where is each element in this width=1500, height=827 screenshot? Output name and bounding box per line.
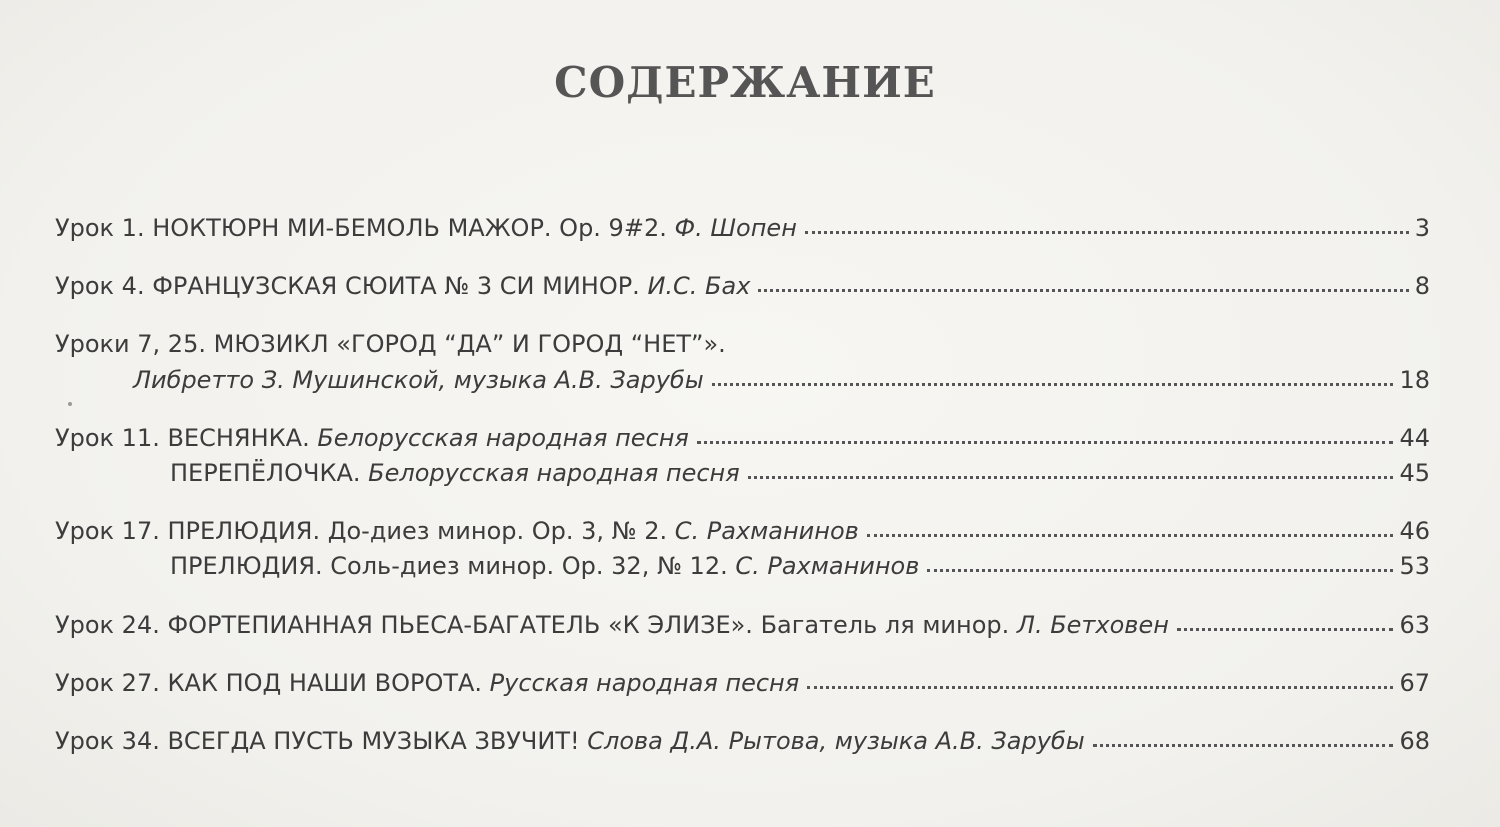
toc-entry-text [170, 459, 740, 487]
toc-entry-title: Урок 11. ВЕСНЯНКА. [55, 424, 318, 452]
toc-entry-text [55, 272, 750, 300]
toc-entry-text [55, 727, 1085, 755]
toc-entry-author: Белорусская народная песня [317, 424, 689, 452]
toc-entry-lesson-34 [55, 727, 1430, 755]
toc-entry-text [55, 424, 689, 452]
toc-entry-author: Белорусская народная песня [368, 459, 740, 487]
toc-entry-lesson-4 [55, 272, 1430, 300]
toc-entry-lessons-7-25 [55, 330, 1430, 358]
toc-entry-author: Ф. Шопен [674, 214, 797, 242]
toc-entry-author: Либретто З. Мушинской, музыка А.В. Зарубы [133, 366, 704, 394]
toc-entry-author: Слова Д.А. Рытова, музыка А.В. Зарубы [587, 727, 1085, 755]
toc-entry-title: Урок 34. ВСЕГДА ПУСТЬ МУЗЫКА ЗВУЧИТ! [55, 727, 588, 755]
toc-entry-page: 67 [1399, 669, 1430, 697]
toc-entry-title: Урок 1. НОКТЮРН МИ-БЕМОЛЬ МАЖОР. Ор. 9#2. [55, 214, 675, 242]
toc-entry-text [55, 611, 1169, 639]
dot-leader [758, 288, 1408, 292]
toc-entry-lessons-7-25-cont [133, 366, 1430, 394]
dot-leader [1093, 743, 1394, 747]
toc-entry-page: 18 [1399, 366, 1430, 394]
dot-leader [712, 382, 1394, 386]
toc-entry-text [55, 669, 799, 697]
toc-entry-page: 63 [1399, 611, 1430, 639]
toc-entry-author: С. Рахманинов [735, 552, 920, 580]
toc-entry-lesson-17 [55, 517, 1430, 545]
dot-leader [807, 685, 1393, 689]
dot-leader [697, 440, 1394, 444]
dot-leader [748, 475, 1394, 479]
dot-leader [927, 568, 1393, 572]
toc-entry-page: 45 [1399, 459, 1430, 487]
toc-entry-lesson-24 [55, 611, 1430, 639]
toc-entry-text [55, 517, 859, 545]
toc-entry-page: 3 [1414, 214, 1430, 242]
toc-entry-page: 44 [1399, 424, 1430, 452]
toc-entry-page: 46 [1399, 517, 1430, 545]
toc-entry-author: И.С. Бах [647, 272, 751, 300]
dot-leader [805, 230, 1409, 234]
toc-entry-lesson-27 [55, 669, 1430, 697]
toc-entry-title: Урок 17. ПРЕЛЮДИЯ. До-диез минор. Ор. 3, № 2. [55, 517, 675, 545]
toc-entry-title: Уроки 7, 25. МЮЗИКЛ «ГОРОД “ДА” И ГОРОД “НЕТ”». [55, 330, 726, 358]
toc-entry-text [55, 330, 726, 358]
toc-entry-lesson-11 [55, 424, 1430, 452]
toc-entry-title: Урок 27. КАК ПОД НАШИ ВОРОТА. [55, 669, 490, 697]
toc-entry-text [55, 214, 797, 242]
toc-entry-lesson-17-b [170, 552, 1430, 580]
toc-entry-title: Урок 24. ФОРТЕПИАННАЯ ПЬЕСА-БАГАТЕЛЬ «К ЭЛИЗЕ». Багатель ля минор. [55, 611, 1017, 639]
toc-entry-lesson-1 [55, 214, 1430, 242]
toc-entry-title: ПЕРЕПЁЛОЧКА. [170, 459, 369, 487]
page-title: СОДЕРЖАНИЕ [554, 58, 936, 107]
toc-entry-lesson-11-b [170, 459, 1430, 487]
dot-leader [1177, 627, 1394, 631]
toc-entry-page: 53 [1399, 552, 1430, 580]
toc-entry-author: С. Рахманинов [674, 517, 859, 545]
print-speck [68, 402, 72, 406]
toc-entry-page: 8 [1414, 272, 1430, 300]
toc-entry-author: Л. Бетховен [1016, 611, 1169, 639]
dot-leader [867, 533, 1394, 537]
toc-entry-page: 68 [1399, 727, 1430, 755]
toc-entry-title: ПРЕЛЮДИЯ. Соль-диез минор. Ор. 32, № 12. [170, 552, 736, 580]
toc-entry-text [170, 552, 919, 580]
toc-entry-title: Урок 4. ФРАНЦУЗСКАЯ СЮИТА № 3 СИ МИНОР. [55, 272, 648, 300]
toc-entry-author: Русская народная песня [489, 669, 800, 697]
